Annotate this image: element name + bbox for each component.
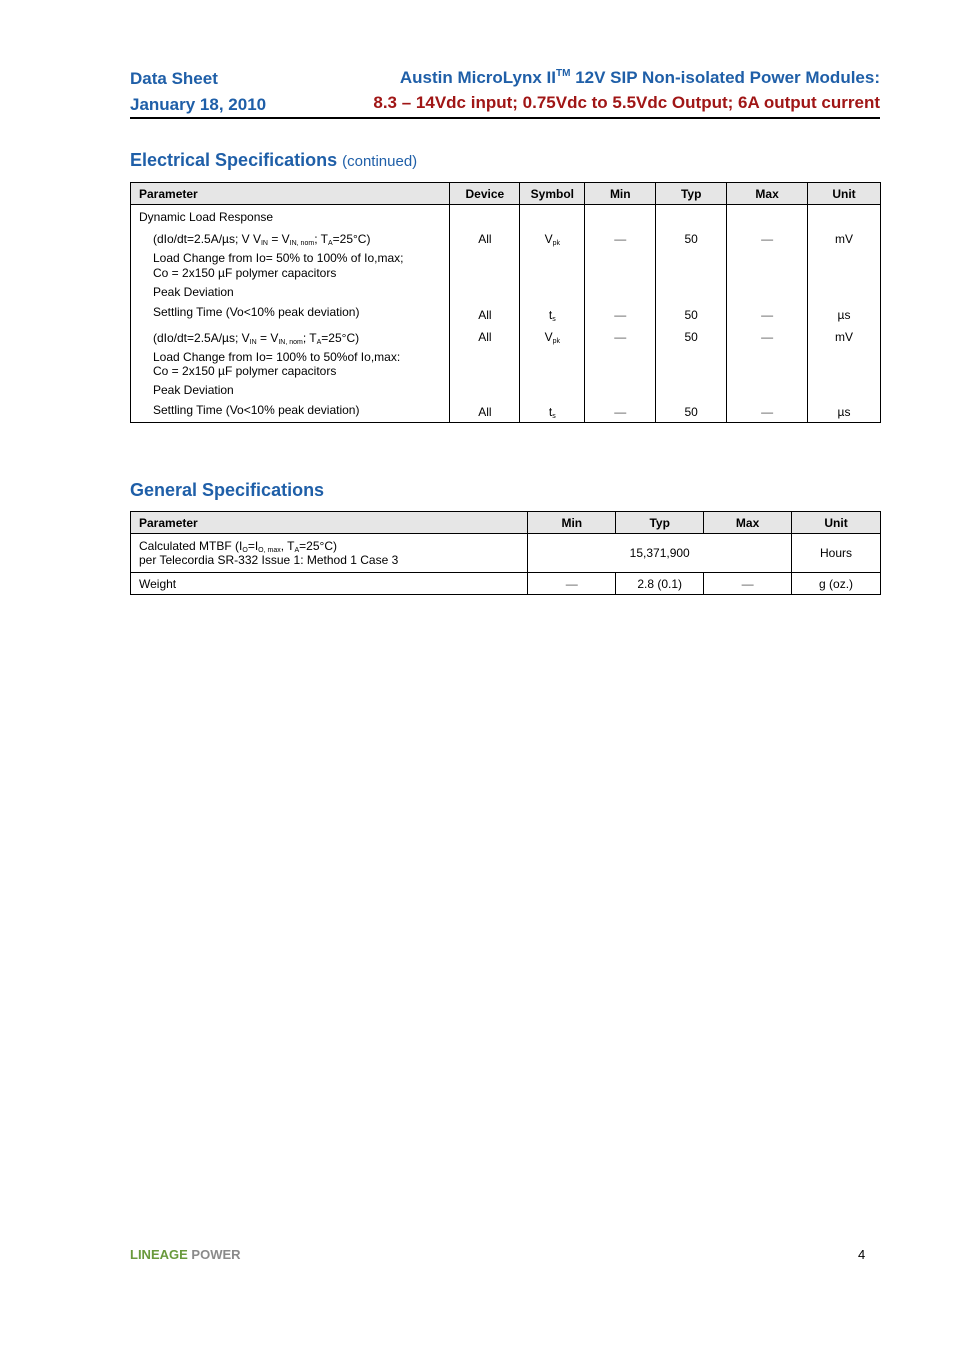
general-table — [130, 511, 881, 595]
param-load-2-line1: Load Change from Io= 100% to 50%of Io,max: — [153, 350, 401, 364]
col-max: Max — [704, 512, 792, 534]
unit-value: mV — [835, 232, 854, 246]
param-heading: Dynamic Load Response — [139, 210, 274, 224]
min-dash: — — [614, 330, 627, 344]
doc-type: Data Sheet — [130, 69, 218, 88]
col-unit: Unit — [808, 183, 881, 205]
col-typ: Typ — [656, 183, 727, 205]
mtbf-value: 15,371,900 — [528, 534, 792, 573]
product-subtitle: 8.3 – 14Vdc input; 0.75Vdc to 5.5Vdc Output; 6A output current — [373, 93, 880, 112]
weight-typ: 2.8 (0.1) — [616, 573, 704, 595]
param-condition-1: (dIo/dt=2.5A/µs; V $V_{IN} = V_{IN, nom}$; $T_A=25^\circ C$) — [153, 232, 371, 247]
col-min: Min — [585, 183, 656, 205]
col-symbol: Symbol — [520, 183, 585, 205]
weight-unit: g (oz.) — [792, 573, 881, 595]
device-value: All — [478, 308, 492, 322]
param-peak-2: Peak Deviation — [153, 383, 234, 397]
table-row — [131, 573, 881, 595]
device-value: All — [478, 232, 492, 246]
symbol-vpk: $V_{pk}$ — [544, 330, 561, 345]
table-header-row — [131, 183, 881, 205]
min-dash: — — [614, 308, 627, 322]
param-settle-1: Settling Time (Vo<10% peak deviation) — [153, 305, 360, 319]
col-parameter: Parameter — [131, 183, 450, 205]
parameter-cell — [131, 205, 450, 423]
mtbf-parameter — [131, 534, 528, 573]
param-load-2-line2: Co = 2x150 µF polymer capacitors — [153, 364, 337, 378]
unit-value: mV — [835, 330, 854, 344]
typ-value: 50 — [684, 308, 698, 322]
table-row — [131, 205, 881, 423]
header-left — [130, 66, 350, 118]
table-header-row — [131, 512, 881, 534]
mtbf-unit: Hours — [792, 534, 881, 573]
unit-value: µs — [837, 405, 851, 419]
typ-value: 50 — [684, 330, 698, 344]
weight-min: — — [528, 573, 616, 595]
mtbf-line2: per Telecordia SR-332 Issue 1: Method 1 Case 3 — [139, 553, 399, 567]
col-unit: Unit — [792, 512, 881, 534]
param-load-1-line1: Load Change from Io= 50% to 100% of Io,max; — [153, 251, 404, 265]
device-cell — [450, 205, 520, 423]
weight-parameter: Weight — [131, 573, 528, 595]
device-value: All — [478, 405, 492, 419]
unit-cell — [808, 205, 881, 423]
doc-date: January 18, 2010 — [130, 95, 267, 114]
weight-max: — — [704, 573, 792, 595]
mtbf-line1: Calculated MTBF ($I_O=I_{O, max}$, $T_A=25^\circ C$) — [139, 539, 337, 554]
product-title: Austin MicroLynx II™ 12V SIP Non-isolated Power Modules: — [399, 68, 880, 87]
col-max: Max — [727, 183, 808, 205]
max-cell — [727, 205, 808, 423]
col-parameter: Parameter — [131, 512, 528, 534]
typ-value: 50 — [684, 232, 698, 246]
table-row — [131, 534, 881, 573]
page-number: 4 — [858, 1247, 866, 1262]
typ-value: 50 — [684, 405, 698, 419]
symbol-ts: $t_s$ — [548, 308, 556, 323]
electrical-title: Electrical Specifications (continued) — [130, 150, 418, 170]
min-dash: — — [614, 405, 627, 419]
param-settle-2: Settling Time (Vo<10% peak deviation) — [153, 403, 360, 417]
col-device: Device — [450, 183, 520, 205]
col-min: Min — [528, 512, 616, 534]
device-value: All — [478, 330, 492, 344]
header-right — [320, 66, 880, 116]
symbol-vpk: $V_{pk}$ — [544, 232, 561, 247]
header-rule — [130, 117, 880, 119]
unit-value: µs — [837, 308, 851, 322]
symbol-ts: $t_s$ — [548, 405, 556, 420]
max-dash: — — [761, 330, 774, 344]
symbol-cell — [520, 205, 585, 423]
general-title: General Specifications — [130, 480, 325, 500]
param-condition-2: (dIo/dt=2.5A/µs; $V_{IN} = V_{IN, nom}$; $T_A=25^\circ C$) — [153, 331, 360, 346]
min-cell — [585, 205, 656, 423]
max-dash: — — [761, 232, 774, 246]
max-dash: — — [761, 405, 774, 419]
electrical-table — [130, 182, 881, 423]
col-typ: Typ — [616, 512, 704, 534]
param-load-1-line2: Co = 2x150 µF polymer capacitors — [153, 266, 337, 280]
max-dash: — — [761, 308, 774, 322]
typ-cell — [656, 205, 727, 423]
min-dash: — — [614, 232, 627, 246]
param-peak-1: Peak Deviation — [153, 285, 234, 299]
footer-brand: LINEAGE POWER — [130, 1247, 241, 1262]
